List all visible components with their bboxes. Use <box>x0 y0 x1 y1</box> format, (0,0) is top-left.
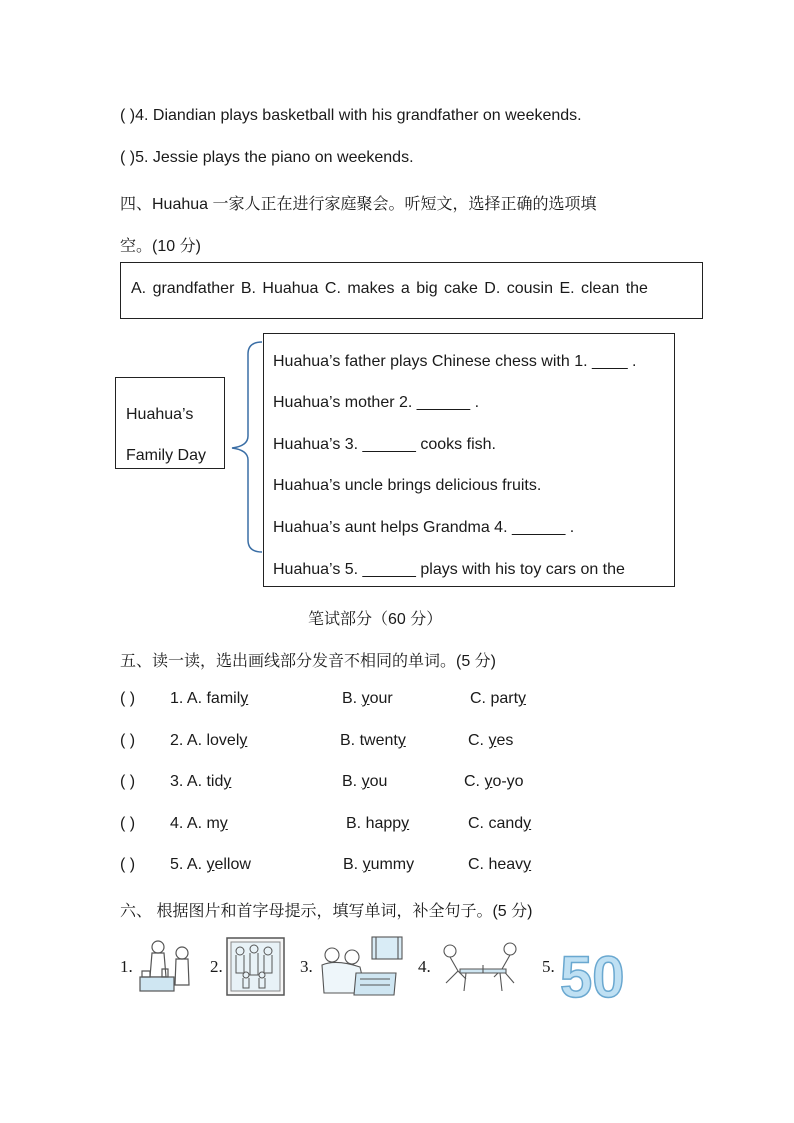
pic-number: 3. <box>300 957 313 976</box>
word-part: B. twent <box>340 732 398 749</box>
question-row <box>120 107 582 125</box>
answer-paren[interactable]: ( ) <box>120 107 136 124</box>
underlined-letter: y <box>239 732 248 749</box>
sentence-5: Huahua’s aunt helps Grandma 4. ______ . <box>273 519 575 536</box>
section-title: 六、 根据图片和首字母提示，填写单词，补全句子。(5 分) <box>120 903 533 920</box>
word-part: es <box>496 732 514 749</box>
word-part: famil <box>206 690 241 707</box>
brace-icon <box>228 340 264 555</box>
pic-number: 2. <box>210 957 223 976</box>
option-a <box>170 815 228 833</box>
ping-pong-picture <box>436 939 528 995</box>
family-photo-picture <box>226 937 286 997</box>
word-part: B. <box>342 690 362 707</box>
underlined-letter: y <box>518 690 527 707</box>
item-number: 4. A. <box>170 815 207 832</box>
word-part: ummy <box>370 856 415 873</box>
sentence-1: Huahua’s father plays Chinese chess with 1. ____ . <box>273 353 637 370</box>
item-number: 5. A. <box>170 856 207 873</box>
pic-number: 5. <box>542 957 555 976</box>
family-day-box <box>115 377 225 469</box>
word-part: lovel <box>206 732 240 749</box>
question-text: 5. Jessie plays the piano on weekends. <box>135 149 414 166</box>
underlined-letter: y <box>523 815 532 832</box>
answer-paren[interactable]: ( ) <box>120 690 136 707</box>
word-part: B. happ <box>346 815 402 832</box>
underlined-letter: y <box>206 856 215 873</box>
item-number: 2. A. <box>170 732 207 749</box>
word-part: C. part <box>470 690 519 707</box>
sentence-4: Huahua’s uncle brings delicious fruits. <box>273 477 542 494</box>
option-c <box>470 690 526 708</box>
options-text: A. grandfather B. Huahua C. makes a big cake D. cousin E. clean the <box>131 280 648 297</box>
word-part: B. <box>342 773 362 790</box>
question-text: 4. Diandian plays basketball with his grandfather on weekends. <box>135 107 582 124</box>
option-c <box>468 856 531 874</box>
answer-paren[interactable]: ( ) <box>120 149 136 166</box>
question-row <box>120 149 414 167</box>
underlined-letter: y <box>240 690 249 707</box>
answer-paren[interactable]: ( ) <box>120 773 136 790</box>
option-b <box>342 773 387 791</box>
underlined-letter: y <box>397 732 406 749</box>
option-b <box>342 690 393 708</box>
picture-row <box>118 935 628 1010</box>
item-number: 1. A. <box>170 690 207 707</box>
option-a <box>170 690 248 708</box>
underlined-letter: y <box>361 690 370 707</box>
sentence-2: Huahua’s mother 2. ______ . <box>273 394 480 411</box>
answer-paren[interactable]: ( ) <box>120 856 136 873</box>
word-part: ellow <box>214 856 251 873</box>
underlined-letter: y <box>361 773 370 790</box>
underlined-letter: y <box>223 773 232 790</box>
family-label-line1: Huahua’s <box>126 406 194 423</box>
word-part: B. <box>343 856 363 873</box>
option-b <box>340 732 406 750</box>
word-part: C. <box>468 732 489 749</box>
family-label-line2: Family Day <box>126 447 207 464</box>
word-part: our <box>369 690 393 707</box>
word-part: o-yo <box>492 773 524 790</box>
sentence-6: Huahua’s 5. ______ plays with his toy cars on the <box>273 561 625 578</box>
option-c <box>464 773 524 791</box>
option-b <box>346 815 409 833</box>
item-number: 3. A. <box>170 773 207 790</box>
sentence-3: Huahua’s 3. ______ cooks fish. <box>273 436 496 453</box>
section-title: 四、Huahua 一家人正在进行家庭聚会。听短文，选择正确的选项填 <box>120 196 597 213</box>
option-a <box>170 732 247 750</box>
word-part: C. heav <box>468 856 524 873</box>
underlined-letter: y <box>362 856 371 873</box>
answer-paren[interactable]: ( ) <box>120 815 136 832</box>
section-title-cont: 空。(10 分) <box>120 238 201 255</box>
underlined-letter: y <box>488 732 497 749</box>
option-c <box>468 732 513 750</box>
answer-paren[interactable]: ( ) <box>120 732 136 749</box>
option-a <box>170 856 251 874</box>
word-part: C. <box>464 773 485 790</box>
word-part: ou <box>369 773 388 790</box>
pic-number: 4. <box>418 957 431 976</box>
word-part: m <box>206 815 220 832</box>
option-c <box>468 815 531 833</box>
underlined-letter: y <box>219 815 228 832</box>
underlined-letter: y <box>523 856 532 873</box>
options-box <box>120 262 703 319</box>
written-section-title: 笔试部分（60 分） <box>308 611 443 628</box>
cooking-picture <box>136 937 198 997</box>
sentences-box <box>263 333 675 587</box>
number-50-text: 50 <box>560 945 625 1010</box>
section-title: 五、读一读，选出画线部分发音不相同的单词。(5 分) <box>120 653 497 670</box>
word-part: C. cand <box>468 815 524 832</box>
number-50-picture <box>558 937 625 1010</box>
bedroom-picture <box>316 935 408 999</box>
underlined-letter: y <box>401 815 410 832</box>
option-a <box>170 773 231 791</box>
underlined-letter: y <box>484 773 493 790</box>
option-b <box>343 856 414 874</box>
word-part: tid <box>206 773 224 790</box>
pic-number: 1. <box>120 957 133 976</box>
